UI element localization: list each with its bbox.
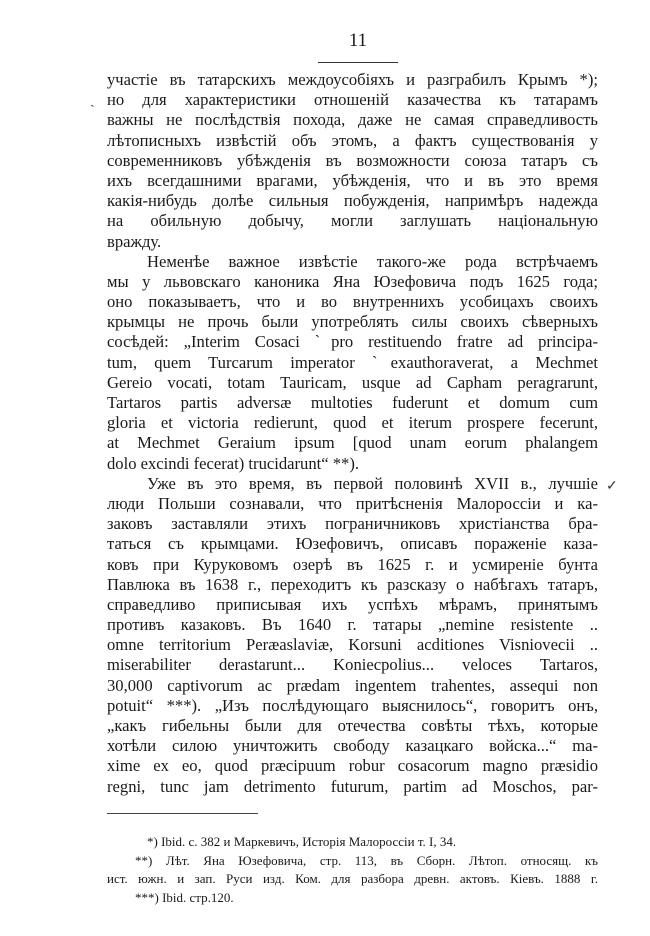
text-line: хотѣли силою уничтожить свободу казацкаго войска...“ ma- <box>107 736 598 756</box>
text-line: сосѣдей: „Interim Cosaci ˋpro restituendo fratre ad principa- <box>107 332 598 352</box>
text-line: современниковъ убѣжденія въ возможности союза татаръ съ <box>107 150 598 170</box>
text-line: ковъ при Куруковомъ озерѣ въ 1625 г. и усмиреніе бунта <box>107 554 598 574</box>
margin-check-icon: ✓ <box>606 479 618 494</box>
text-line: Павлюка въ 1638 г., переходитъ къ разсказу о набѣгахъ татаръ, <box>107 574 598 594</box>
footnote-rule <box>107 813 258 814</box>
text-line: какія-нибудь долѣе сильныя побужденія, напримѣръ надежда <box>107 191 598 211</box>
text-line: Tartaros partis adversæ multoties fuderunt et domum cum <box>107 393 598 412</box>
text-line: tum, quem Turcarum imperator ˋexauthoraverat, a Mechmet <box>107 352 598 372</box>
body-text <box>107 70 598 797</box>
text-line: omne territorium Peræaslaviæ, Korsuni acditiones Visniovecii .. <box>107 635 598 655</box>
text-line: miserabiliter derastarunt... Koniecpolius... veloces Tartaros, <box>107 655 598 675</box>
text-line: potuit“ ***). „Изъ послѣдующаго выяснилось“, говоритъ онъ, <box>107 695 598 715</box>
text-line: участіе въ татарскихъ междоусобіяхъ и разграбилъ Крымъ *); <box>107 70 598 89</box>
text-line: оно показываетъ, что и во внутреннихъ усобицахъ своихъ <box>107 292 598 312</box>
text-line: важны не послѣдствія похода, даже не самая справедливость <box>107 110 598 130</box>
text-line: Неменѣе важное извѣстіе такого-же рода встрѣчаемъ <box>147 251 598 271</box>
text-line: 30,000 captivorum ac prædam ingentem trahentes, assequi non <box>107 675 598 695</box>
text-line: regni, tunc jam detrimento futurum, partim ad Moschos, par- <box>107 776 598 796</box>
footnote-2: **) Лѣт. Яна Юзефовича, стр. 113, въ Сборн. Лѣтоп. относящ. къ <box>135 852 598 868</box>
paragraph <box>107 474 598 797</box>
header-rule <box>318 62 398 63</box>
text-line: „какъ гибельны были для отечества совѣты тѣхъ, которые <box>107 716 598 735</box>
text-line: на обильную добычу, могли заглушать національную <box>107 211 598 231</box>
footnote-1: *) Ibid. с. 382 и Маркевичъ, Исторія Малороссіи т. I, 34. <box>147 834 457 849</box>
text-line: ихъ всегдашними врагами, убѣжденія, что и въ это время <box>107 170 598 190</box>
text-line: at Mechmet Geraium ipsum [quod unam eorum phalangem <box>107 433 598 453</box>
page-number: 11 <box>348 30 368 51</box>
text-line: лѣтописныхъ извѣстій объ этомъ, а фактъ существованія у <box>107 130 598 150</box>
text-line: заковъ заставляли этихъ пограничниковъ христіанства бра- <box>107 514 598 534</box>
footnotes <box>107 833 598 907</box>
text-line: справедливо приписывая ихъ успѣхъ мѣрамъ, принятымъ <box>107 594 598 614</box>
text-line: вражду. <box>107 231 162 251</box>
text-line: Уже въ это время, въ первой половинѣ XVII в., лучшіе <box>147 473 598 493</box>
footnote-2-continued: ист. южн. и зап. Руси изд. Ком. для разбора древн. актовъ. Кіевъ. 1888 г. <box>107 871 598 886</box>
text-line: люди Польши сознавали, что притѣсненія Малороссіи и ка- <box>107 493 598 513</box>
text-line: мы у львовскаго каноника Яна Юзефовича подъ 1625 года; <box>107 271 598 291</box>
text-line: таться съ крымцами. Юзефовичъ, описавъ пораженіе каза- <box>107 534 598 554</box>
text-line: но для характеристики отношеній казачества къ татарамъ <box>107 90 598 110</box>
text-line: крымцы не прочь были употреблять силы своихъ сѣверныхъ <box>107 312 598 332</box>
margin-tick-icon: ˏ <box>90 93 95 108</box>
paragraph <box>107 252 598 474</box>
text-line: dolo excindi fecerat) trucidarunt“ **). <box>107 453 360 473</box>
text-line: gloria et victoria redierunt, quod et iterum prospere fecerunt, <box>107 413 598 433</box>
footnote-3: ***) Ibid. стр.120. <box>135 889 234 905</box>
text-line: Gereio vocati, totam Tauricam, usque ad Capham peragrarunt, <box>107 372 598 392</box>
text-line: противъ казаковъ. Въ 1640 г. татары „nemine resistente .. <box>107 615 598 635</box>
text-line: xime ex eo, quod præcipuum robur cosacorum magno præsidio <box>107 756 598 776</box>
paragraph <box>107 70 598 252</box>
